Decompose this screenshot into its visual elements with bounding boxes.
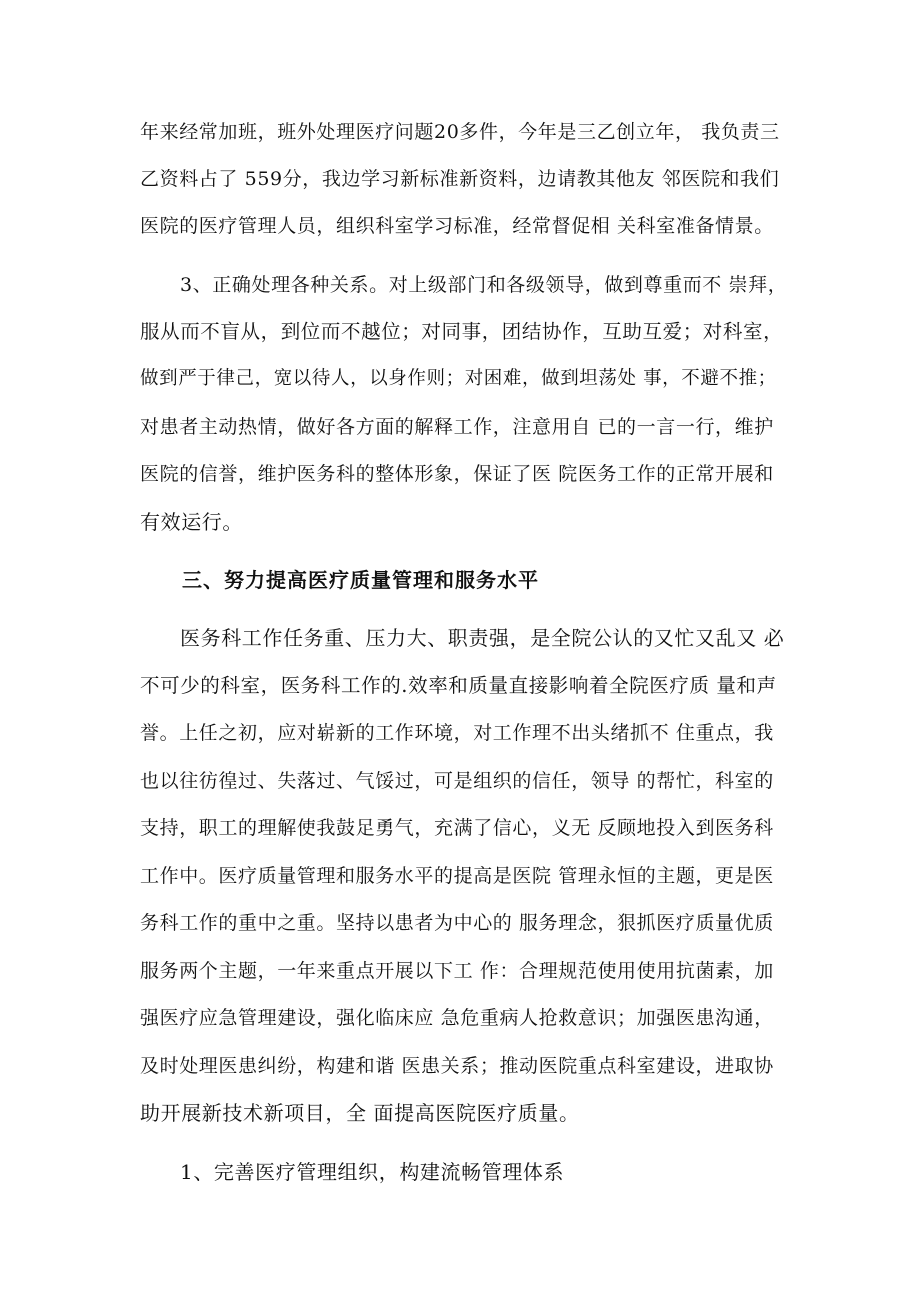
paragraph-1-line-1: 年来经常加班，班外处理医疗问题20多件，今年是三乙创立年， 我负责三 [140,121,780,143]
paragraph-3-line-2: 不可少的科室，医务科工作的.效率和质量直接影响着全院医疗质 量和声 [140,674,777,697]
paragraph-3-line-8: 服务两个主题，一年来重点开展以下工 作：合理规范使用使用抗菌素，加 [140,960,774,982]
paragraph-3-line-11: 助开展新技术新项目，全 面提高医院医疗质量。 [140,1101,580,1125]
paragraph-2-line-3: 做到严于律己，宽以待人，以身作则；对困难，做到坦荡处 事，不避不推； [140,368,777,389]
section-heading: 三、努力提高医疗质量管理和服务水平 [182,568,539,592]
paragraph-3-line-3: 誉。上任之初，应对崭新的工作环境，对工作理不出头绪抓不 住重点，我 [140,722,774,744]
paragraph-3-line-6: 工作中。医疗质量管理和服务水平的提高是医院 管理永恒的主题，更是医 [140,865,774,887]
paragraph-3-line-4: 也以往彷徨过、失落过、气馁过，可是组织的信任，领导 的帮忙，科室的 [140,770,774,792]
paragraph-2-line-2: 服从而不盲从，到位而不越位；对同事，团结协作，互助互爱；对科室， [140,320,784,343]
paragraph-2-line-5: 医院的信誉，维护医务科的整体形象，保证了医 院医务工作的正常开展和 [140,463,774,485]
paragraph-1-line-2: 乙资料占了 559分，我边学习新标准新资料，边请教其他友 邻医院和我们 [140,168,780,190]
paragraph-2-line-1: 3、正确处理各种关系。对上级部门和各级领导，做到尊重而不 崇拜， [180,274,788,296]
paragraph-1-line-3: 医院的医疗管理人员，组织科室学习标准，经常督促相 关科室准备情景。 [140,215,774,237]
paragraph-2-line-6: 有效运行。 [140,510,243,534]
paragraph-2-line-4: 对患者主动热情，做好各方面的解释工作，注意用自 已的一言一行，维护 [140,416,774,438]
paragraph-3-line-10: 及时处理医患纠纷，构建和谐 医患关系；推动医院重点科室建设，进取协 [140,1055,774,1077]
paragraph-3-line-9: 强医疗应急管理建设，强化临床应 急危重病人抢救意识；加强医患沟通， [140,1007,774,1029]
subheading: 1、完善医疗管理组织，构建流畅管理体系 [180,1160,565,1184]
paragraph-3-line-5: 支持，职工的理解使我鼓足勇气，充满了信心，义无 反顾地投入到医务科 [140,817,774,839]
paragraph-3-line-1: 医务科工作任务重、压力大、职责强，是全院公认的又忙又乱又 必 [180,626,785,650]
paragraph-3-line-7: 务科工作的重中之重。坚持以患者为中心的 服务理念，狠抓医疗质量优质 [140,912,774,934]
